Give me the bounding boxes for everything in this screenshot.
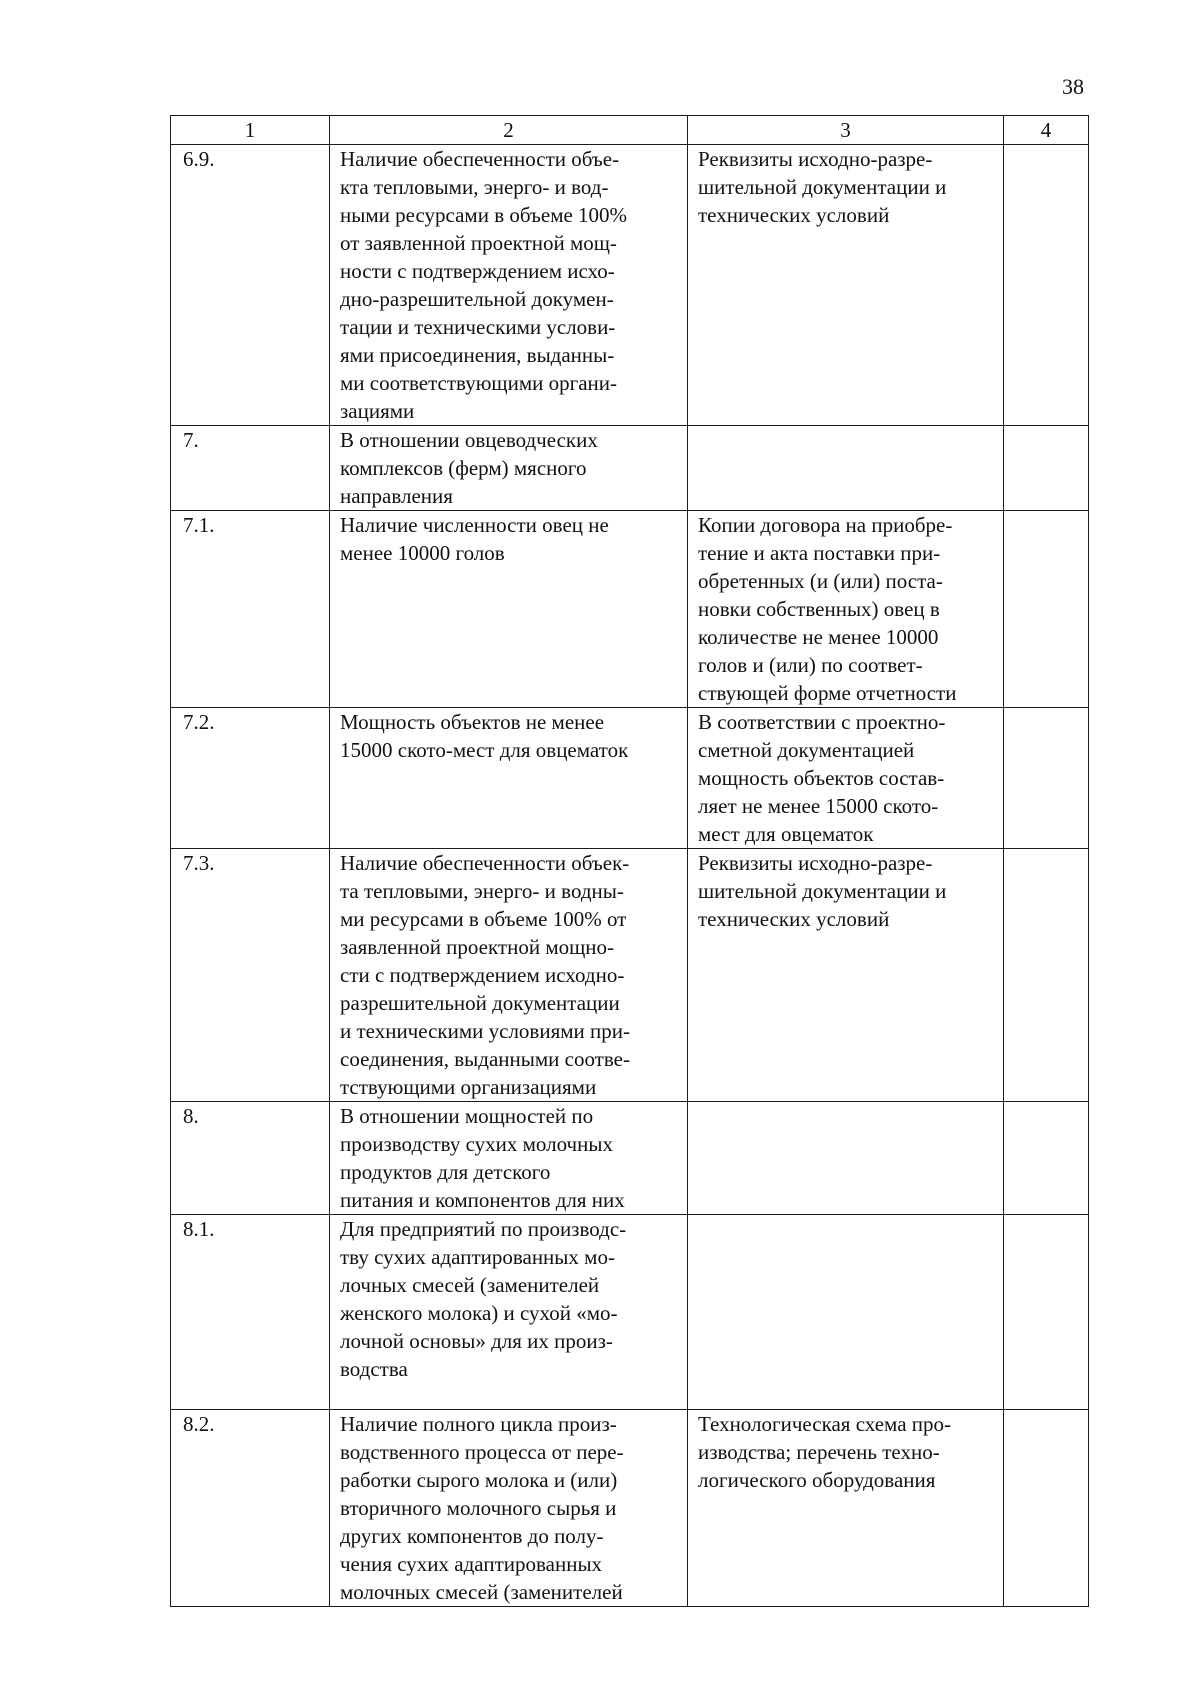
note-cell: [1004, 849, 1089, 1102]
row-number: 8.1.: [171, 1215, 330, 1410]
documents-cell: Реквизиты исходно-разре- шительной документации и технических условий: [688, 849, 1004, 1102]
note-cell: [1004, 145, 1089, 426]
table-row: [171, 426, 1089, 511]
criterion-cell: Наличие обеспеченности объек- та тепловыми, энерго- и водны- ми ресурсами в объеме 100% от заявленной проектной мощно- сти с подтверждением исходно- разрешительной документации и техническими условиями при- соединения, выданными соотве- тствующими организациями: [330, 849, 688, 1102]
column-header-1: 1: [171, 116, 330, 145]
requirements-table: [170, 115, 1089, 1607]
documents-cell: [688, 1215, 1004, 1410]
documents-cell: В соответствии с проектно- сметной документацией мощность объектов состав- ляет не менее 15000 ското- мест для овцематок: [688, 708, 1004, 849]
documents-cell: Копии договора на приобре- тение и акта поставки при- обретенных (и (или) поста- новки собственных) овец в количестве не менее 10000 голов и (или) по соответ- ствующей форме отчетности: [688, 511, 1004, 708]
table-row: [171, 1102, 1089, 1215]
criterion-cell: Наличие численности овец не менее 10000 голов: [330, 511, 688, 708]
table-header-row: [171, 116, 1089, 145]
criterion-cell: Наличие полного цикла произ- водственного процесса от пере- работки сырого молока и (или) вторичного молочного сырья и других компонентов до полу- чения сухих адаптированных молочных смесей (заменителей: [330, 1410, 688, 1607]
criterion-cell: В отношении овцеводческих комплексов (ферм) мясного направления: [330, 426, 688, 511]
criterion-cell: В отношении мощностей по производству сухих молочных продуктов для детского питания и компонентов для них: [330, 1102, 688, 1215]
note-cell: [1004, 511, 1089, 708]
note-cell: [1004, 1102, 1089, 1215]
column-header-2: 2: [330, 116, 688, 145]
row-number: 6.9.: [171, 145, 330, 426]
page-number: 38: [1062, 74, 1084, 99]
table-row: [171, 1215, 1089, 1410]
note-cell: [1004, 1215, 1089, 1410]
criterion-cell: Мощность объектов не менее 15000 ското-мест для овцематок: [330, 708, 688, 849]
table-row: [171, 849, 1089, 1102]
table-row: [171, 145, 1089, 426]
documents-cell: Технологическая схема про- изводства; перечень техно- логического оборудования: [688, 1410, 1004, 1607]
documents-cell: [688, 426, 1004, 511]
column-header-4: 4: [1004, 116, 1089, 145]
criterion-cell: Для предприятий по производс- тву сухих адаптированных мо- лочных смесей (заменителей женского молока) и сухой «мо- лочной основы» для их произ- водства: [330, 1215, 688, 1410]
table-row: [171, 1410, 1089, 1607]
row-number: 7.3.: [171, 849, 330, 1102]
row-number: 8.: [171, 1102, 330, 1215]
row-number: 8.2.: [171, 1410, 330, 1607]
documents-cell: [688, 1102, 1004, 1215]
documents-cell: Реквизиты исходно-разре- шительной документации и технических условий: [688, 145, 1004, 426]
note-cell: [1004, 1410, 1089, 1607]
table-row: [171, 708, 1089, 849]
row-number: 7.2.: [171, 708, 330, 849]
criterion-cell: Наличие обеспеченности объе- кта тепловыми, энерго- и вод- ными ресурсами в объеме 100% от заявленной проектной мощ- ности с подтверждением исхо- дно-разрешительной докумен- тации и техническими услови- ями присоединения, выданны- ми соответствующими органи- зациями: [330, 145, 688, 426]
row-number: 7.: [171, 426, 330, 511]
note-cell: [1004, 426, 1089, 511]
row-number: 7.1.: [171, 511, 330, 708]
column-header-3: 3: [688, 116, 1004, 145]
table-row: [171, 511, 1089, 708]
note-cell: [1004, 708, 1089, 849]
